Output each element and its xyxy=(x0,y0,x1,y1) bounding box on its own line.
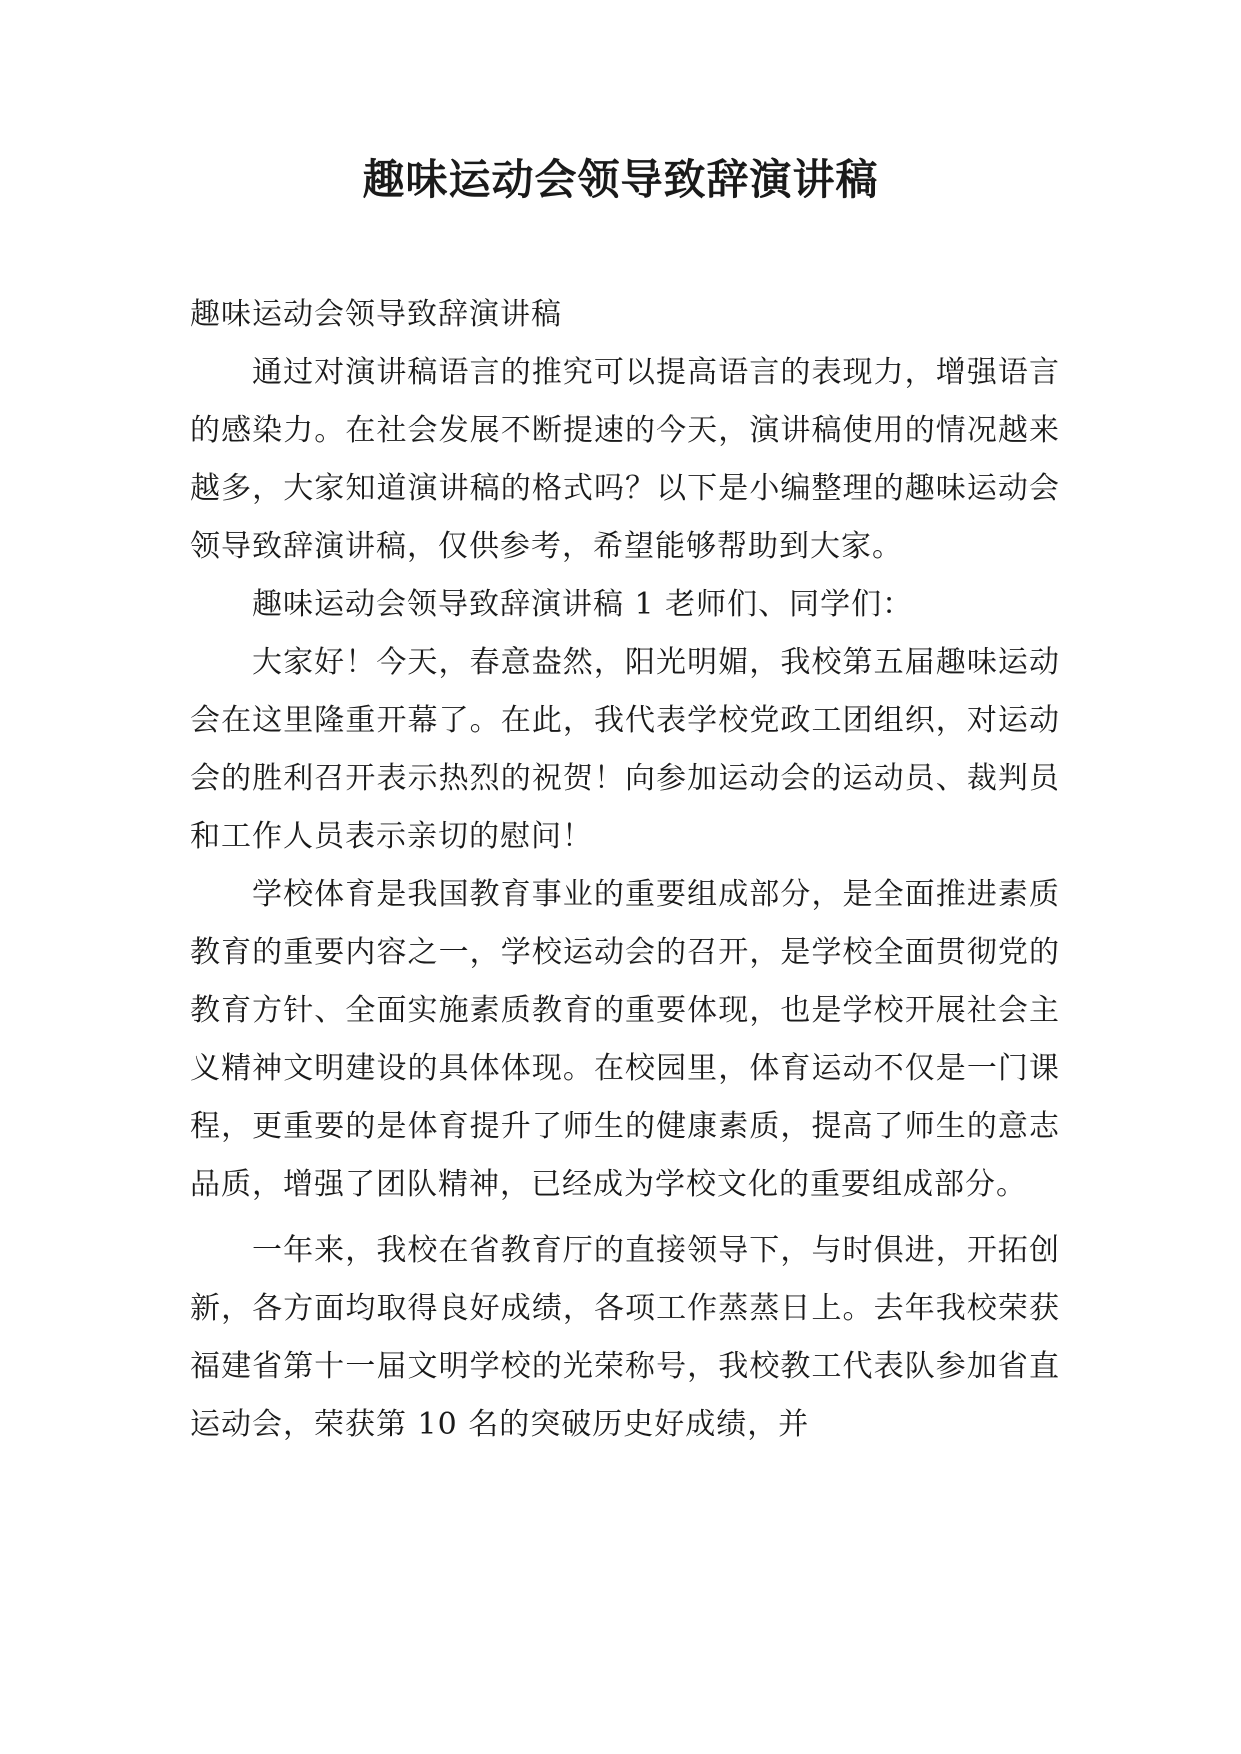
paragraph-greeting: 大家好！今天，春意盎然，阳光明媚，我校第五届趣味运动会在这里隆重开幕了。在此，我代表学校党政工团组织，对运动会的胜利召开表示热烈的祝贺！向参加运动会的运动员、裁判员和工作人员表示亲切的慰问！ xyxy=(190,645,1060,854)
paragraph-salutation: 趣味运动会领导致辞演讲稿 1 老师们、同学们： xyxy=(252,587,914,622)
paragraph-intro: 通过对演讲稿语言的推究可以提高语言的表现力，增强语言的感染力。在社会发展不断提速的今天，演讲稿使用的情况越来越多，大家知道演讲稿的格式吗？以下是小编整理的趣味运动会领导致辞演讲稿，仅供参考，希望能够帮助到大家。 xyxy=(190,355,1060,564)
document-subtitle: 趣味运动会领导致辞演讲稿 xyxy=(190,297,562,332)
document-body xyxy=(190,286,1060,1454)
paragraph-school-sports: 学校体育是我国教育事业的重要组成部分，是全面推进素质教育的重要内容之一，学校运动会的召开，是学校全面贯彻党的教育方针、全面实施素质教育的重要体现，也是学校开展社会主义精神文明建设的具体体现。在校园里，体育运动不仅是一门课程，更重要的是体育提升了师生的健康素质，提高了师生的意志品质，增强了团队精神，已经成为学校文化的重要组成部分。 xyxy=(190,877,1060,1202)
document-title: 趣味运动会领导致辞演讲稿 xyxy=(362,155,879,204)
paragraph-achievements: 一年来，我校在省教育厅的直接领导下，与时俱进，开拓创新，各方面均取得良好成绩，各项工作蒸蒸日上。去年我校荣获福建省第十一届文明学校的光荣称号，我校教工代表队参加省直运动会，荣获第 10 名的突破历史好成绩，并 xyxy=(190,1233,1060,1442)
